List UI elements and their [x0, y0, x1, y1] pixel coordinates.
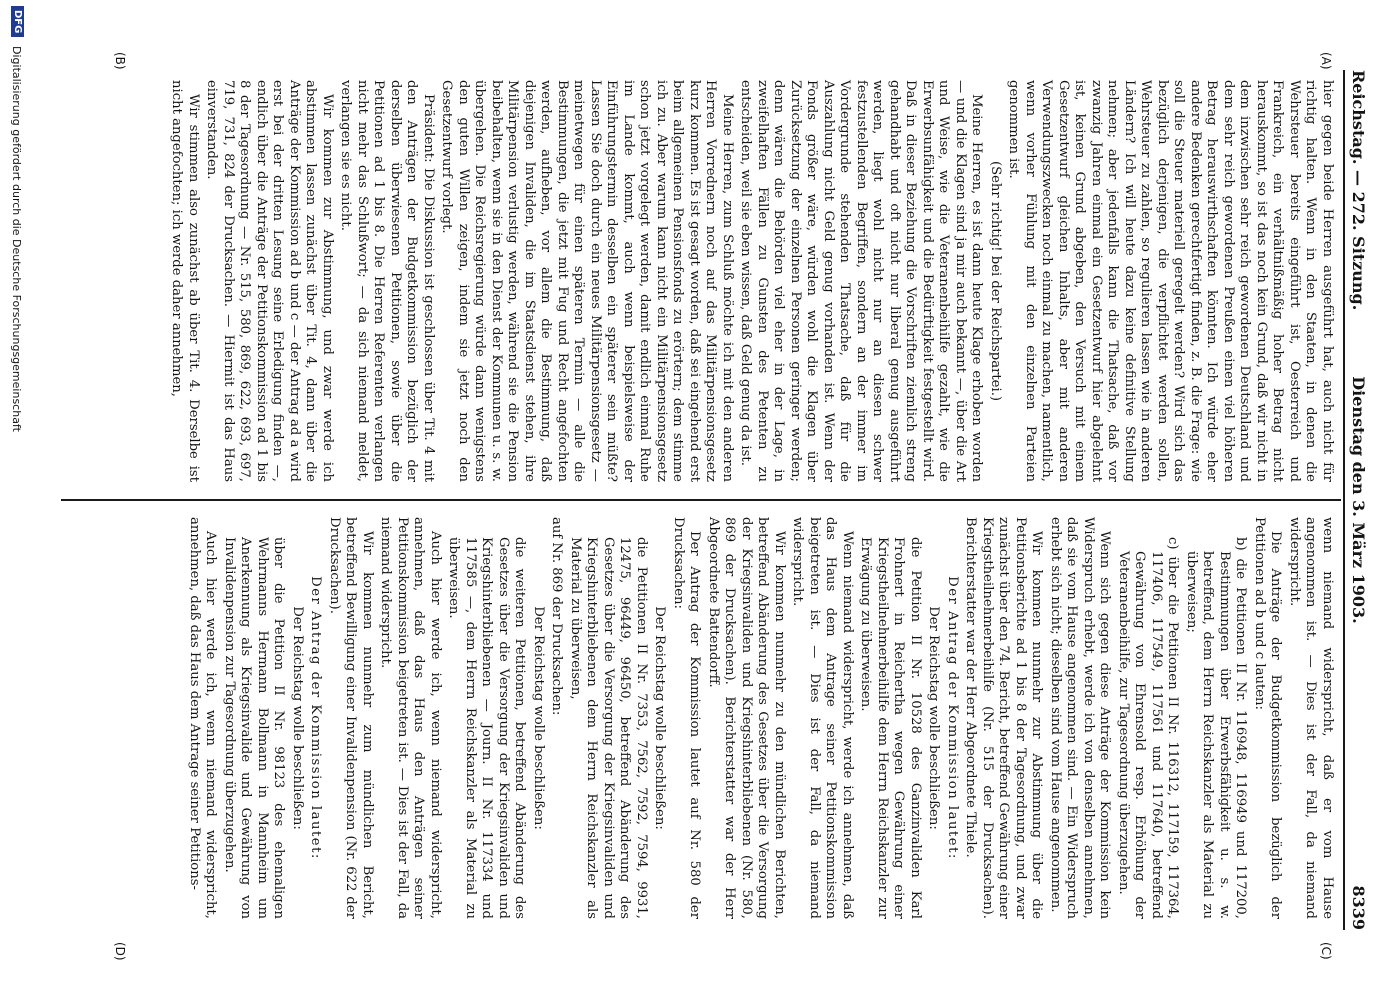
footer-text: Digitalisierung gefördert durch die Deutsche Forschungsgemeinschaft [10, 46, 23, 432]
margin-mark-a: (A) [1319, 52, 1333, 70]
dfg-logo: DFG [11, 6, 24, 37]
paragraph: auf Nr. 869 der Drucksachen: [549, 517, 565, 716]
paragraph: Meine Herren, zum Schluß möchte ich mit den anderen Herren Vorrednern noch auf das Militärpensionsgesetz kurz kommen. Es ist gesagt worden, daß sei eingehend erst beim allgemeinen Pensionsfonds zu erörtern; dem stimme ich zu. Aber warum kann nicht ein Militärpensionsgesetz schon jetzt vorgelegt werden, damit endlich einmal Ruhe im Lande kommt, auch wenn beispielsweise der Einführungstermin desselben ein späterer sein müßte? Lassen Sie doch durch ein neues Militärpensionsgesetz — meinetwegen für einen späteren Termin — alle die Bestimmungen, die jetzt mit Fug und Recht angefochten werden, aufheben, vor allem die Bestimmung, daß diejenigen Invaliden, die im Staatsdienst stehen, ihre Militärpension verlustig werden, während sie die Pension beibehalten, wenn sie in den Dienst der Kommunen u. s. w. übergehen. Die Reichsregierung würde dann wenigstens den guten Willen zeigen, indem sie jetzt noch den Gesetzentwurf vorlegt. [439, 80, 735, 482]
page-number: 8339 [1349, 885, 1368, 930]
paragraph: Wir kommen nunmehr zu den mündlichen Berichten, betreffend Abänderung des Gesetzes über die Versorgung der Kriegsinvaliden und Kriegshinterbliebenen (Nr. 580, 869 der Drucksachen). Berichterstatter war der Herr Abgeordnete Battendorff. [706, 517, 787, 919]
paragraph: Auch hier werde ich, wenn niemand widerspricht, annehmen, daß das Haus den Anträgen seiner Petitionskommission beigetreten ist. — Dies ist der Fall, da niemand widerspricht. [378, 517, 443, 919]
margin-mark-d: (D) [113, 942, 127, 961]
paragraph: Wenn niemand widerspricht, werde ich annehmen, daß das Haus dem Antrage seiner Petitionskommission beigetreten ist. — Dies ist der Fall, da niemand widerspricht. [790, 517, 855, 919]
paragraph: Der Antrag der Kommission lautet auf Nr. 580 der Drucksachen: [671, 517, 703, 919]
motion-heading: Der Reichstag wolle beschließen: [926, 606, 942, 830]
paragraph: Meine Herren, es ist dann heute Klage erhoben worden — und die Klagen sind ja mir auch bekannt —, über die Art und Weise, wie die Veteranenbeihilfe gezahlt, wie die Erwerbsunfähigkeit und die Bedürftigkeit festgestellt wird. Daß in dieser Beziehung die Vorschriften ziemlich streng gehandhabt und oft nicht nur liberal genug ausgeführt werden, liegt wohl nicht nur an diesen schwer festzustellenden Begriffen, sondern an der immer im Vordergrunde stehenden Thatsache, daß für die Auszahlung nicht Geld genug vorhanden ist. Wenn der Fonds größer wäre, würden wohl die Klagen über Zurücksetzung der einzelnen Personen geringer werden; denn wären die Behörden viel eher in der Lage, in zweifelhaften Fällen zu Gunsten des Petenten zu entscheiden, weil sie eben wissen, daß Geld genug da ist. [738, 80, 985, 482]
paragraph: Wir kommen nunmehr zur Abstimmung über die Petitionsberichte ad 1 bis 8 der Tagesordnung, und zwar zunächst über den 74. Bericht, betreffend Gewährung einer Kriegstheilnehmerbeihilfe (Nr. 515 der Drucksachen). Berichterstatter war der Herr Abgeordnete Thiele. [963, 517, 1045, 919]
header-left: Reichstag. — 272. Sitzung. [1349, 70, 1368, 311]
column-divider [61, 499, 1341, 501]
header-date: Dienstag den 3. März 1903. [1349, 376, 1368, 624]
paragraph: Die Anträge der Budgetkommission bezüglich der Petitionen ad b und c lauten: [1252, 517, 1284, 919]
left-text-column [166, 80, 1335, 482]
motion-text: die Petitionen II Nr. 7353, 7562, 7592, 7594, 9931, 12475, 96449, 96450, betreffend Abänderung des Gesetzes über die Versorgung der Kriegsinvaliden und Kriegshinterbliebenen dem Herrn Reichskanzler als Material zu überweisen, [568, 537, 649, 919]
digitization-footer [4, 0, 32, 1000]
margin-mark-b: (B) [113, 52, 127, 70]
list-item: c) über die Petitionen II Nr. 116312, 117159, 117364, 117406, 117549, 117561 und 117640, betreffend Gewährung von Ehrensold resp. Erhöhung der Veteranenbeihilfe, zur Tagesordnung überzugehen. [1116, 537, 1181, 919]
motion-text: die weiteren Petitionen, betreffend Abänderung des Gesetzes über die Versorgung der Kriegsinvaliden und Kriegshinterbliebenen — Journ. II Nr. 117334 und 117585 —, dem Herrn Reichskanzler als Material zu überweisen. [446, 537, 528, 919]
motion-heading: Der Reichstag wolle beschließen: [652, 606, 668, 830]
motion-text: über die Petition II Nr. 98123 des ehemaligen Wehrmanns Hermann Bollmann in Mannheim um Anerkennung als Kriegsinvalide und Gewährung von Invalidenpension zur Tagesordnung überzugehen. [222, 537, 287, 919]
motion-text: die Petition II Nr. 10528 des Ganzinvaliden Karl Frohnert in Reichertha wegen Gewährung einer Kriegstheilnehmerbeihilfe dem Herrn Reichskanzler zur Erwägung zu überweisen. [858, 537, 923, 919]
right-text-column [184, 517, 1336, 919]
page-header [1343, 70, 1373, 930]
interjection: (Sehr richtig! bei der Reichspartei.) [988, 160, 1003, 402]
motion-heading: Der Reichstag wolle beschließen: [290, 606, 305, 830]
paragraph: Auch hier werde ich, wenn niemand widerspricht, annehmen, daß das Haus dem Antrage seiner Petitions- [187, 517, 219, 919]
paragraph: wenn niemand widerspricht, daß er vom Hause angenommen ist. — Dies ist der Fall, da niemand widerspricht. [1287, 517, 1335, 919]
margin-mark-c: (C) [1319, 942, 1333, 960]
paragraph: Präsident: Die Diskussion ist geschlossen über Tit. 4 mit den Anträgen der Budgetkommission bezüglich der derselben überwiesenen Petitionen, sowie über die Petitionen ad 1 bis 8. Die Herren Referenten verlangen nicht mehr das Schlußwort; — da sich niemand meldet, verlangen sie es nicht. [338, 80, 436, 482]
motion-heading: Der Reichstag wolle beschließen: [531, 606, 546, 830]
list-item: b) die Petitionen II Nr. 116948, 116949 und 117200, Bestimmungen über Erwerbsfähigkeit u. s. w. betreffend, dem Herrn Reichskanzler als Material zu überweisen; [1184, 537, 1249, 919]
paragraph: Wir stimmen also zunächst ab über Tit. 4. Derselbe ist nicht angefochten; ich werde daher annehmen, [169, 80, 201, 482]
paragraph: Wir kommen zur Abstimmung, und zwar werde ich abstimmen lassen zunächst über Tit. 4, dann über die Anträge der Kommission ad b und c — der Antrag ad a wird erst bei der dritten Lesung seine Erledigung finden —, endlich über die Anträge der Petitionskommission ad 1 bis 8 der Tagesordnung — Nr. 515, 580, 869, 622, 693, 697, 719, 731, 824 der Drucksachen. — Hiermit ist das Haus einverstanden. [204, 80, 335, 482]
motion-heading: Der Antrag der Kommission lautet: [308, 576, 324, 860]
paragraph: Wenn sich gegen diese Anträge der Kommission kein Widerspruch erhebt, werde ich von denselben annehmen, daß sie vom Hause angenommen sind. — Ein Widerspruch erhebt sich nicht; dieselben sind vom Hause angenommen. [1048, 517, 1113, 919]
paragraph: hier gegen beide Herren ausgeführt hat, auch nicht für richtig halten. Wenn in den Staaten, in denen die Wehrsteuer bereits eingeführt ist, Oesterreich und Frankreich, ein verhältnißmäßig hoher Betrag nicht herauskommt, so ist das noch kein Grund, daß wir nicht in dem inzwischen sehr reich gewordenen Deutschland und dem sehr reich gewordenen Preußen einen viel höheren Betrag herauswirthschaften könnten. Ich würde eher andere Bedenken gerechtfertigt finden, z. B. die Frage: wie soll die Steuer materiell geregelt werden? Wird sich das bezüglich derjenigen, die verpflichtet werden sollen, Wehrsteuer zu zahlen, so regulieren lassen wie in anderen Ländern? Ich will heute dazu keine definitive Stellung nehmen; aber jedenfalls kann die Thatsache, daß vor zwanzig Jahren einmal ein Gesetzentwurf hier abgelehnt ist, keinen Grund abgeben, den Versuch mit einem Gesetzentwurf gleichen Inhalts, aber mit anderen Verwendungszwecken noch einmal zu machen, namentlich, wenn vorher Fühlung mit den einzelnen Parteien genommen ist. [1006, 80, 1335, 482]
motion-heading: Der Antrag der Kommission lautet: [945, 576, 960, 860]
paragraph: Wir kommen nunmehr zum mündlichen Bericht, betreffend Bewilligung einer Invalidenpension (Nr. 622 der Drucksachen). [327, 517, 375, 919]
